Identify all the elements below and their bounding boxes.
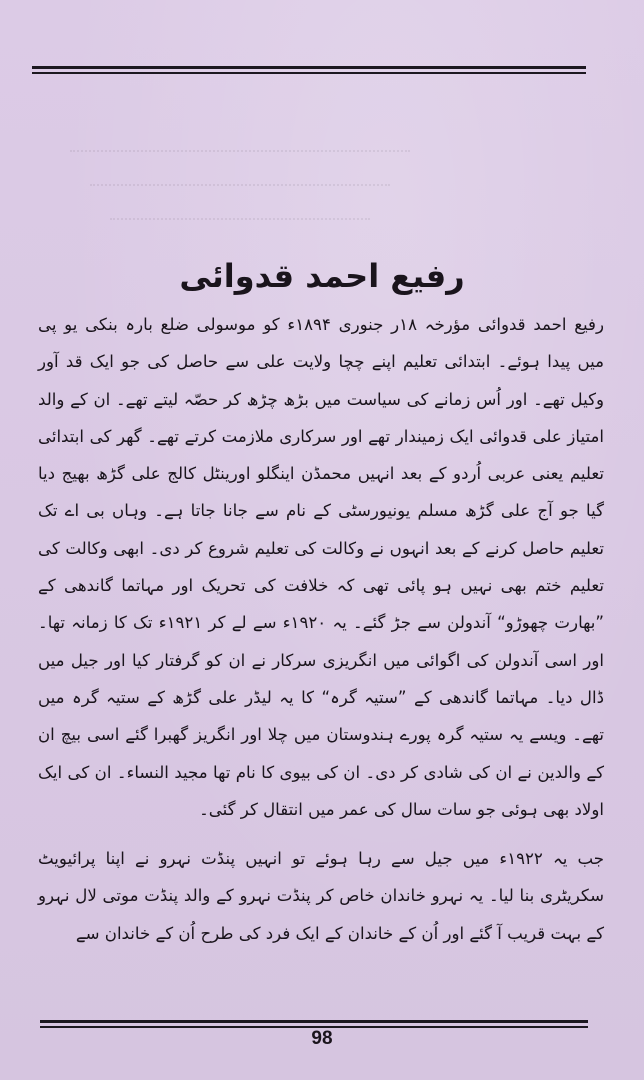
- chapter-title: رفیع احمد قدوائی: [179, 257, 465, 296]
- show-through-line: [70, 128, 410, 152]
- page-number: 98: [311, 1028, 333, 1049]
- show-through-line: [90, 162, 390, 186]
- bottom-border-rule: [40, 1020, 588, 1028]
- top-border-rule: [32, 66, 586, 74]
- paragraph-1: رفیع احمد قدوائی مؤرخہ ۱۸ر جنوری ۱۸۹۴ء کو موسولی ضلع بارہ بنکی یو پی میں پیدا ہوئے۔ ابتدائی تعلیم اپنے چچا ولایت علی سے حاصل کی جو ایک قد آور وکیل تھے۔ اور اُس زمانے کی سیاست میں بڑھ چڑھ کر حصّہ لیتے تھے۔ ان کے والد امتیاز علی قدوائی ایک زمیندار تھے اور سرکاری ملازمت کرتے تھے۔ گھر کی ابتدائی تعلیم یعنی عربی اُردو کے بعد انہیں محمڈن اینگلو اورینٹل کالج علی گڑھ بھیج دیا گیا جو آج علی گڑھ مسلم یونیورسٹی کے نام سے جانا جاتا ہے۔ وہاں بی اے تک تعلیم حاصل کرنے کے بعد انہوں نے وکالت کی تعلیم شروع کر دی۔ ابھی وکالت کی تعلیم ختم بھی نہیں ہو پائی تھی کہ خلافت کی تحریک اور مہاتما گاندھی کے ”بھارت چھوڑو“ آندولن سے جڑ گئے۔ یہ ۱۹۲۰ء سے لے کر ۱۹۲۱ء تک کا زمانہ تھا۔ اور اسی آندولن کی اگوائی میں انگریزی سرکار نے ان کو گرفتار کیا اور جیل میں ڈال دیا۔ مہاتما گاندھی کے ”ستیہ گرہ“ کا یہ لیڈر علی گڑھ کے ستیہ گرہ میں تھے۔ ویسے یہ ستیہ گرہ پورے ہندوستان میں چلا اور انگریز گھبرا گئے اسی بیچ ان کے والدین نے ان کی شادی کر دی۔ ان کی بیوی کا نام تھا مجید النساء۔ ان کی ایک اولاد بھی ہوئی جو سات سال کی عمر میں انتقال کر گئی۔: [38, 315, 604, 819]
- paragraph-2: جب یہ ۱۹۲۲ء میں جیل سے رہا ہوئے تو انہیں پنڈت نہرو نے اپنا پرائیویٹ سکریٹری بنا لیا۔ یہ نہرو خاندان خاص کر پنڈت نہرو کے والد پنڈت موتی لال نہرو کے بہت قریب آ گئے اور اُن کے خاندان کے ایک فرد کی طرح اُن کے خاندان سے: [38, 849, 605, 943]
- body-text: [38, 306, 604, 952]
- show-through-line: [110, 196, 370, 220]
